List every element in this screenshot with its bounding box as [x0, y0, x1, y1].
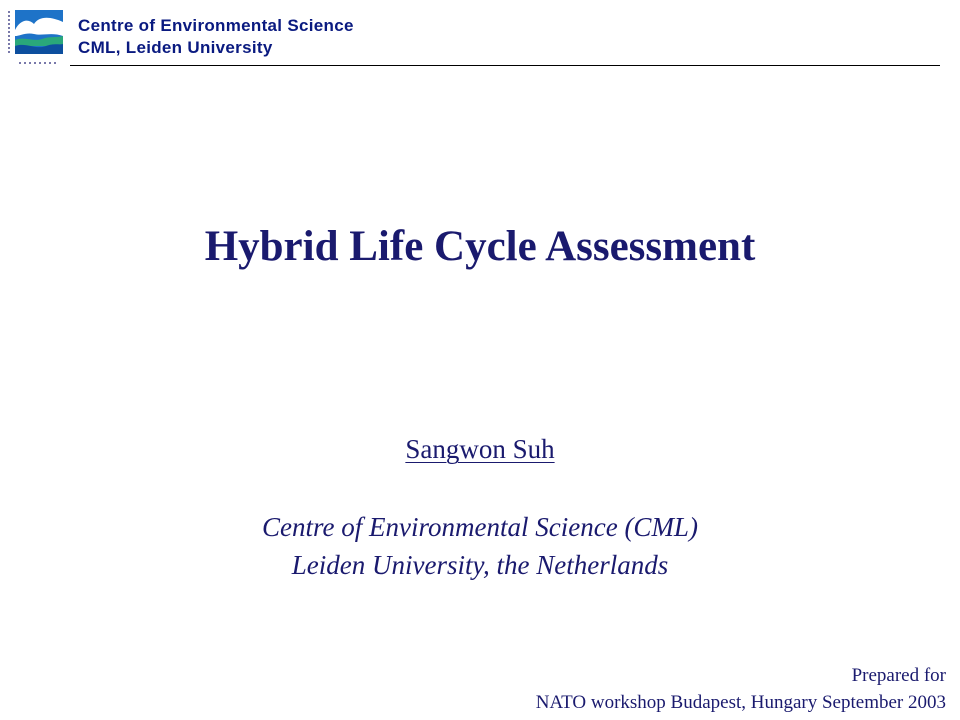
header-divider	[70, 65, 940, 66]
author-affiliation	[0, 508, 960, 584]
institution-name: Centre of Environmental Science	[78, 16, 354, 35]
affiliation-line-2: Leiden University, the Netherlands	[291, 550, 669, 580]
prepared-for-label: Prepared for	[851, 665, 946, 686]
institution-header	[78, 15, 354, 59]
institution-affiliation: CML, Leiden University	[78, 38, 273, 57]
event-description: NATO workshop Budapest, Hungary September 2003	[535, 692, 946, 713]
affiliation-line-1: Centre of Environmental Science (CML)	[262, 512, 698, 542]
presentation-context	[536, 662, 946, 716]
author-link[interactable]: Sangwon Suh	[405, 434, 555, 464]
cml-logo-icon	[6, 6, 68, 66]
slide-title: Hybrid Life Cycle Assessment	[204, 223, 756, 270]
author-name	[0, 434, 960, 465]
